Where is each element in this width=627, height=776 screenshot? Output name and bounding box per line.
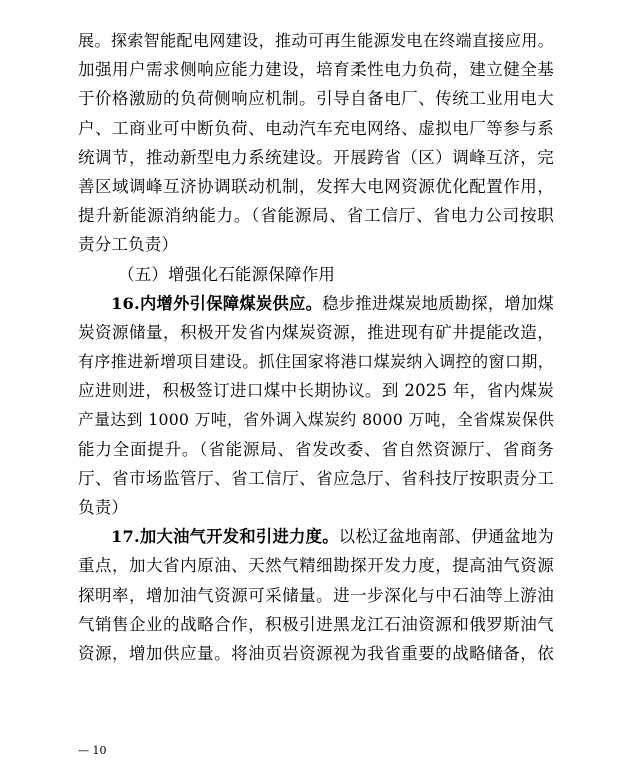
paragraph-line: [78, 347, 554, 376]
line-text: 展。探索智能配电网建设，推动可再生能源发电在终端直接应用。: [78, 31, 554, 50]
line-text: 户、工商业可中断负荷、电动汽车充电网络、虚拟电厂等参与系: [78, 118, 554, 138]
paragraph-line: [78, 581, 554, 610]
paragraph-line: [78, 376, 554, 405]
item-heading: 17.加大油气开发和引进力度。: [111, 527, 339, 547]
paragraph-line: [78, 610, 554, 639]
line-text: 提升新能源消纳能力。（省能源局、省工信厅、省电力公司按职: [78, 206, 554, 226]
line-text: 气销售企业的战略合作，积极引进黑龙江石油资源和俄罗斯油气: [78, 614, 554, 634]
paragraph-line: [78, 26, 554, 55]
line-text: 能力全面提升。（省能源局、省发改委、省自然资源厅、省商务: [78, 439, 554, 459]
line-text: 善区域调峰互济协调联动机制，发挥大电网资源优化配置作用，: [78, 176, 554, 196]
body-text: [78, 26, 554, 668]
paragraph-line: [78, 201, 554, 230]
paragraph-line: [78, 55, 554, 84]
item-heading: 16.内增外引保障煤炭供应。: [111, 293, 323, 313]
line-text: 负责）: [78, 498, 129, 517]
paragraph-line: [78, 230, 554, 259]
line-text: 以松辽盆地南部、伊通盆地为: [338, 527, 554, 547]
line-text: 应进则进，积极签订进口煤中长期协议。到 2025 年，省内煤炭: [78, 381, 554, 401]
line-text: 产量达到 1000 万吨，省外调入煤炭约 8000 万吨，全省煤炭保供: [78, 410, 554, 430]
line-text: 统调节，推动新型电力系统建设。开展跨省（区）调峰互济，完: [78, 147, 554, 167]
paragraph-line: [78, 114, 554, 143]
paragraph-line: [78, 84, 554, 113]
line-text: 责分工负责）: [78, 235, 179, 255]
paragraph-line: [78, 405, 554, 434]
item-heading-line: [78, 289, 554, 318]
page-number: — 10: [78, 744, 107, 757]
section-heading: [78, 260, 554, 289]
line-text: 资源，增加供应量。将油页岩资源视为我省重要的战略储备，依: [78, 643, 554, 663]
line-text: 重点，加大省内原油、天然气精细勘探开发力度，提高油气资源: [78, 556, 554, 576]
paragraph-line: [78, 172, 554, 201]
paragraph-line: [78, 435, 554, 464]
line-text: 厅、省市场监管厅、省工信厅、省应急厅、省科技厅按职责分工: [78, 468, 554, 488]
paragraph-line: [78, 493, 554, 522]
line-text: 稳步推进煤炭地质勘探，增加煤: [322, 293, 554, 313]
paragraph-line: [78, 318, 554, 347]
line-text: 探明率，增加油气资源可采储量。进一步深化与中石油等上游油: [78, 585, 554, 605]
line-text: 炭资源储量，积极开发省内煤炭资源，推进现有矿井提能改造，: [78, 322, 554, 342]
line-text: 于价格激励的负荷侧响应机制。引导自备电厂、传统工业用电大: [78, 89, 554, 109]
paragraph-line: [78, 143, 554, 172]
paragraph-line: [78, 551, 554, 580]
paragraph-line: [78, 639, 554, 668]
line-text: 有序推进新增项目建设。抓住国家将港口煤炭纳入调控的窗口期，: [78, 352, 554, 372]
section-heading-text: （五）增强化石能源保障作用: [118, 264, 336, 284]
paragraph-line: [78, 464, 554, 493]
line-text: 加强用户需求侧响应能力建设，培育柔性电力负荷，建立健全基: [78, 60, 554, 80]
item-heading-line: [78, 522, 554, 551]
